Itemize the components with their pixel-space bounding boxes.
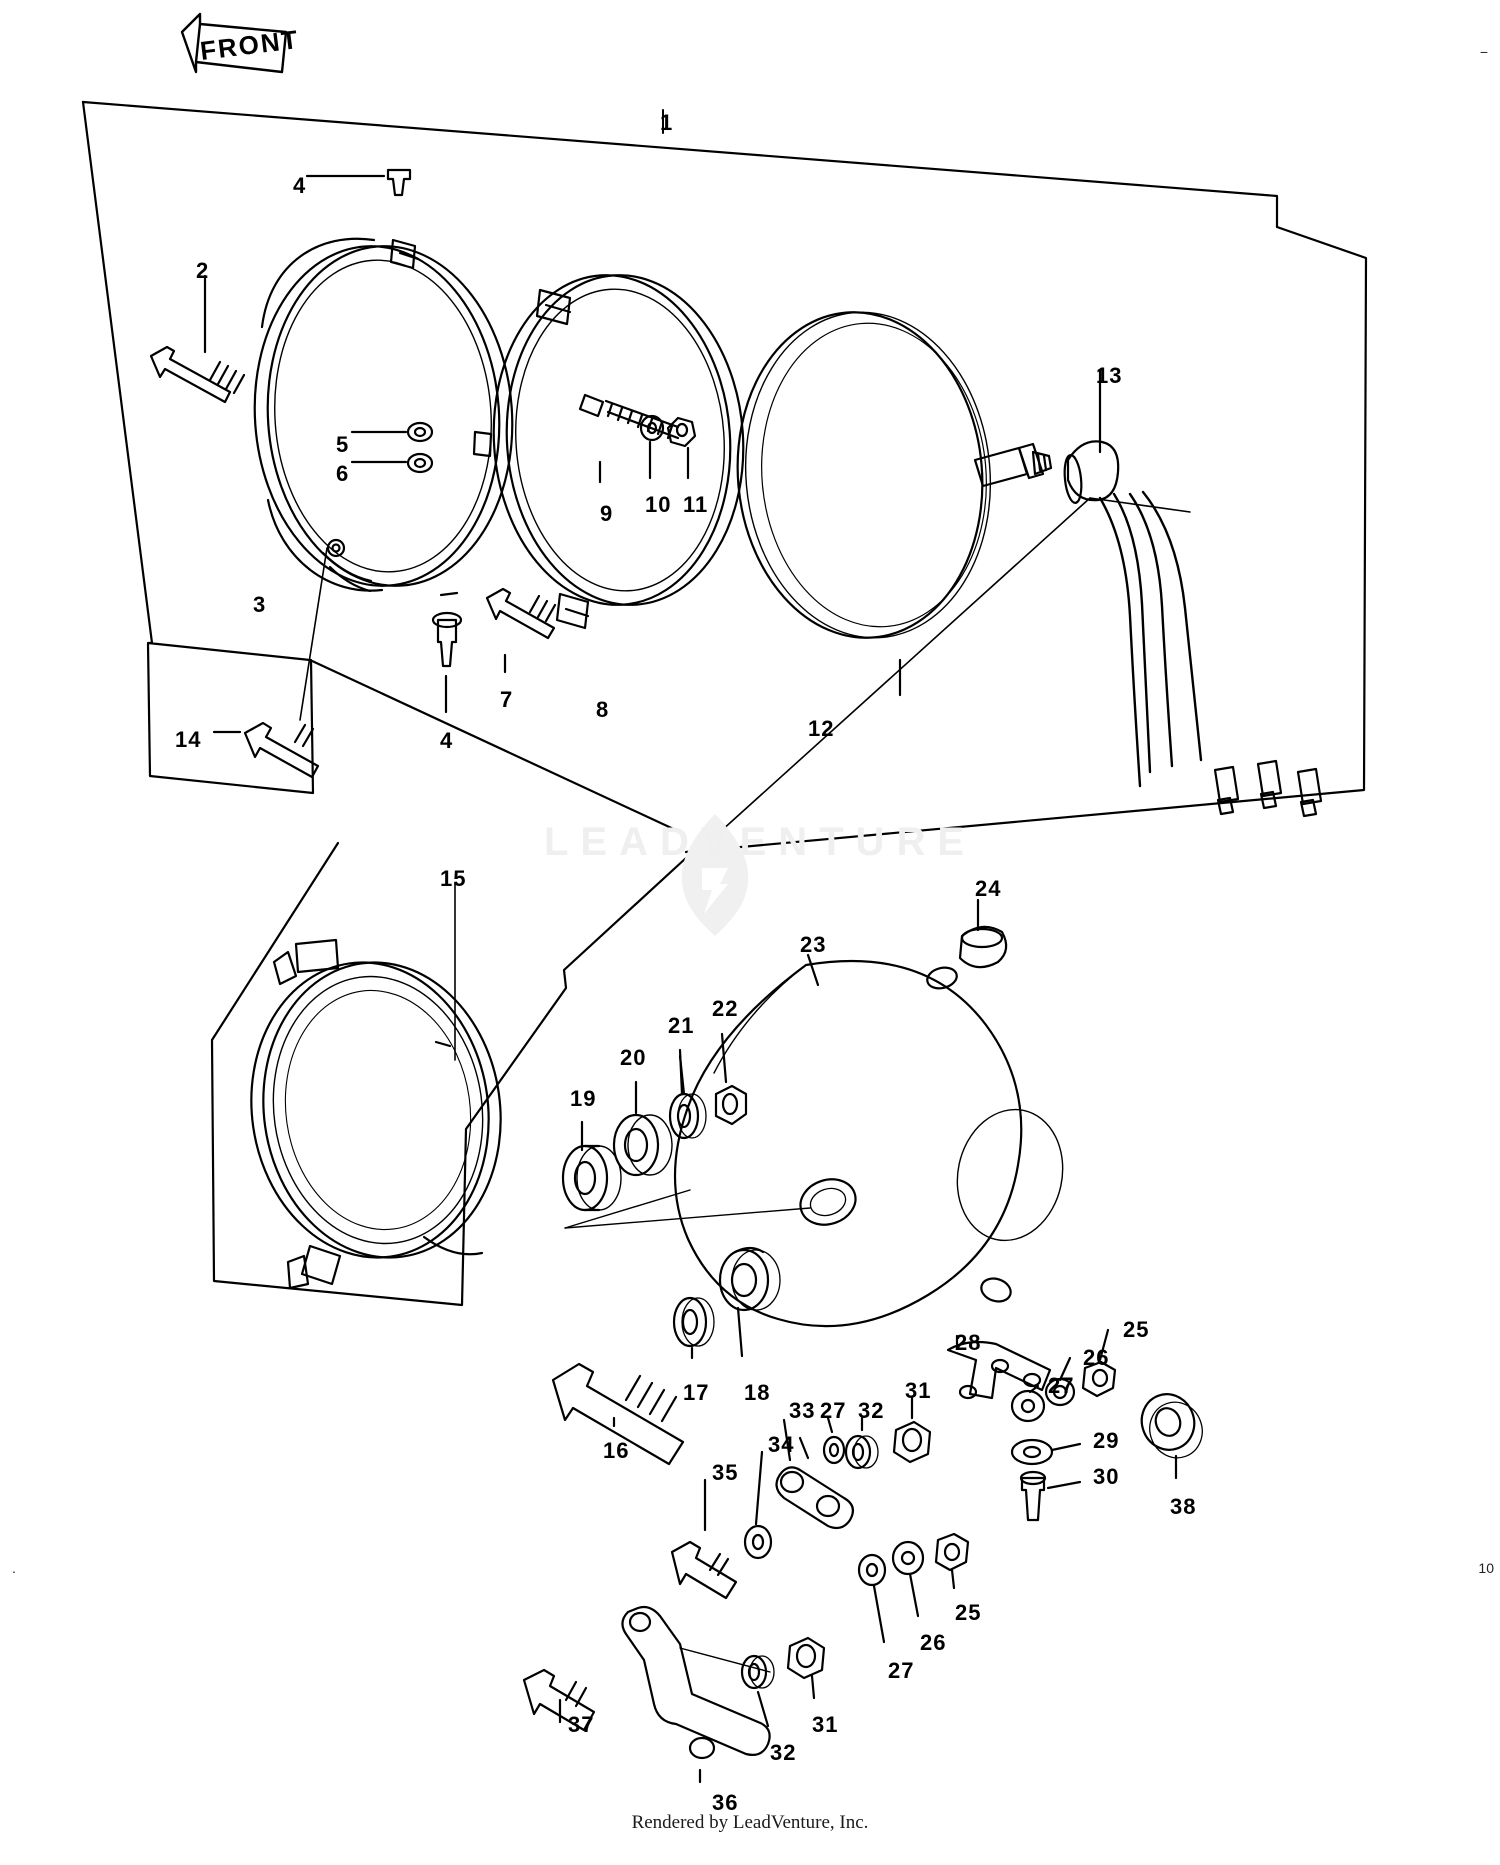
callout-27a: 27 xyxy=(1048,1373,1075,1398)
callout-10: 10 xyxy=(645,492,672,517)
callout-14: 14 xyxy=(175,727,202,752)
callout-26b: 26 xyxy=(920,1630,947,1655)
footer-credit: Rendered by LeadVenture, Inc. xyxy=(631,1812,869,1833)
page-marker: 10 xyxy=(1478,1560,1494,1576)
callout-37: 37 xyxy=(568,1712,595,1737)
callout-27b: 27 xyxy=(820,1398,847,1423)
callout-22: 22 xyxy=(712,996,739,1021)
leadventure-watermark-text: LEADVENTURE xyxy=(543,820,977,864)
callout-33: 33 xyxy=(789,1398,816,1423)
callout-32a: 32 xyxy=(858,1398,885,1423)
callout-34: 34 xyxy=(768,1432,795,1457)
callout-32b: 32 xyxy=(770,1740,797,1765)
callout-31a: 31 xyxy=(905,1378,932,1403)
callout-30: 30 xyxy=(1093,1464,1120,1489)
callout-31b: 31 xyxy=(812,1712,839,1737)
callout-19: 19 xyxy=(570,1086,597,1111)
callout-15: 15 xyxy=(440,866,467,891)
callout-17: 17 xyxy=(683,1380,710,1405)
callout-20: 20 xyxy=(620,1045,647,1070)
callout-35: 35 xyxy=(712,1460,739,1485)
callout-4a: 4 xyxy=(293,173,307,198)
callout-9: 9 xyxy=(600,501,614,526)
front-badge-label: FRONT xyxy=(198,24,301,66)
callout-23: 23 xyxy=(800,932,827,957)
callout-21: 21 xyxy=(668,1013,695,1038)
callout-26a: 26 xyxy=(1083,1345,1110,1370)
callout-25a: 25 xyxy=(1123,1317,1150,1342)
callout-6: 6 xyxy=(336,461,350,486)
callout-11: 11 xyxy=(683,492,709,517)
callout-27c: 27 xyxy=(888,1658,915,1683)
corner-tick-left: . xyxy=(12,1560,16,1576)
callout-24: 24 xyxy=(975,876,1002,901)
front-direction-badge xyxy=(178,10,301,80)
callout-13: 13 xyxy=(1096,363,1123,388)
callout-28: 28 xyxy=(955,1330,982,1355)
callout-12: 12 xyxy=(808,716,835,741)
callout-8: 8 xyxy=(596,697,610,722)
callout-25b: 25 xyxy=(955,1600,982,1625)
callout-3: 3 xyxy=(253,592,267,617)
callout-18: 18 xyxy=(744,1380,771,1405)
corner-tick-top: − xyxy=(1479,44,1488,60)
callout-4b: 4 xyxy=(440,728,454,753)
callout-16: 16 xyxy=(603,1438,630,1463)
callout-38: 38 xyxy=(1170,1494,1197,1519)
callout-2: 2 xyxy=(196,258,210,283)
callout-7: 7 xyxy=(500,687,514,712)
callout-29: 29 xyxy=(1093,1428,1120,1453)
callout-5: 5 xyxy=(336,432,350,457)
callout-36: 36 xyxy=(712,1790,739,1815)
callout-1: 1 xyxy=(660,110,674,135)
